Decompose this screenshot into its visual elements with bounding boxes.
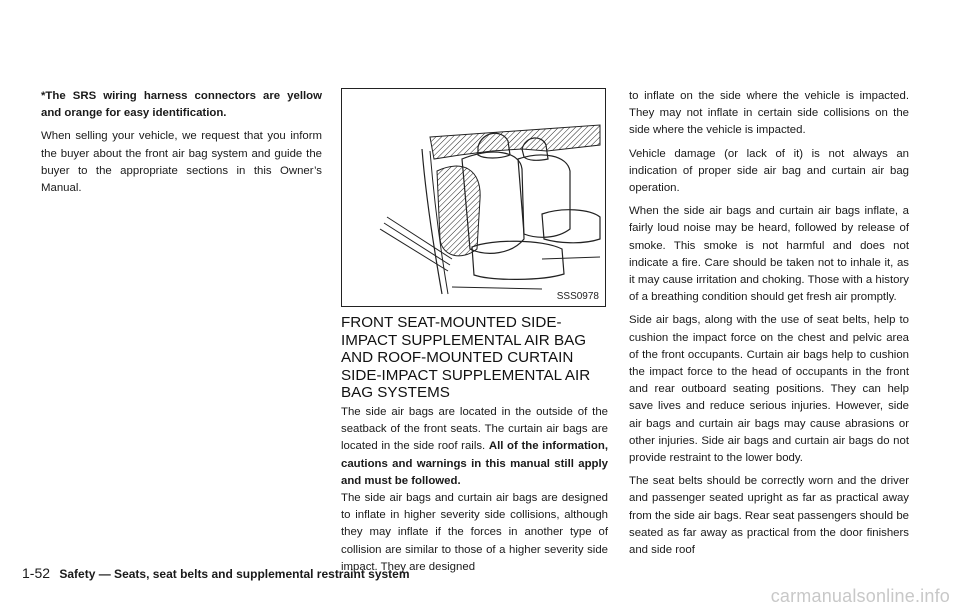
- right-column: [629, 88, 909, 565]
- right-paragraph-4: Side air bags, along with the use of seat belts, help to cushion the impact force on the chest and pelvic area of the front occupants. Curtain air bags help to cushion the impact force to the head of occupants in the front and rear outboard seating positions. They can help save lives and reduce serious injuries. However, side air bags and curtain air bags may cause abrasions or other injuries. Side air bags and curtain air bags do not provide restraint to the lower body.: [629, 314, 909, 465]
- srs-connector-note: *The SRS wiring harness connectors are yellow and orange for easy identification.: [41, 90, 322, 120]
- airbag-location-text: The side air bags are located in the outside of the seatback of the front seats. The curtain air bags are located in the side roof rails.: [341, 406, 608, 453]
- airbag-warning-bold: All of the information, cautions and warnings in this manual still apply and must be followed.: [341, 440, 608, 487]
- seat-airbag-illustration: [341, 88, 606, 307]
- footer-section-title: Safety — Seats, seat belts and supplemental restraint system: [59, 567, 410, 581]
- left-column: [41, 88, 322, 203]
- selling-vehicle-paragraph: When selling your vehicle, we request that you inform the buyer about the front air bag system and guide the buyer to the appropriate sections in this Owner’s Manual.: [41, 130, 322, 195]
- page-number: 1-52: [22, 565, 51, 581]
- watermark: carmanualsonline.info: [770, 586, 950, 606]
- middle-column-text: [341, 404, 608, 576]
- right-paragraph-2: Vehicle damage (or lack of it) is not always an indication of proper side air bag and curtain air bag operation.: [629, 147, 909, 195]
- page-footer: [22, 565, 410, 581]
- airbag-location-paragraph: [341, 404, 608, 490]
- figure-code: SSS0978: [556, 291, 599, 302]
- right-paragraph-5: The seat belts should be correctly worn and the driver and passenger seated upright as far as practical away from the side air bags. Rear seat passengers should be seated as far away as practical from the door finishers and side roof: [629, 475, 909, 557]
- right-paragraph-1: to inflate on the side where the vehicle is impacted. They may not inflate in certain side collisions on the side where the vehicle is impacted.: [629, 90, 909, 137]
- seat-illustration-drawing: [342, 89, 605, 306]
- section-title: FRONT SEAT-MOUNTED SIDE-IMPACT SUPPLEMENTAL AIR BAG AND ROOF-MOUNTED CURTAIN SIDE-IMPACT SUPPLEMENTAL AIR BAG SYSTEMS: [341, 314, 591, 402]
- right-paragraph-3: When the side air bags and curtain air bags inflate, a fairly loud noise may be heard, followed by release of smoke. This smoke is not harmful and does not indicate a fire. Care should be taken not to inhale it, as it may cause irritation and choking. Those with a history of a breathing condition should get fresh air promptly.: [629, 205, 909, 304]
- airbag-inflation-paragraph: The side air bags and curtain air bags are designed to inflate in higher severity side collisions, although they may inflate if the forces in another type of collision are similar to those of a higher severity side impact. They are designed: [341, 492, 608, 573]
